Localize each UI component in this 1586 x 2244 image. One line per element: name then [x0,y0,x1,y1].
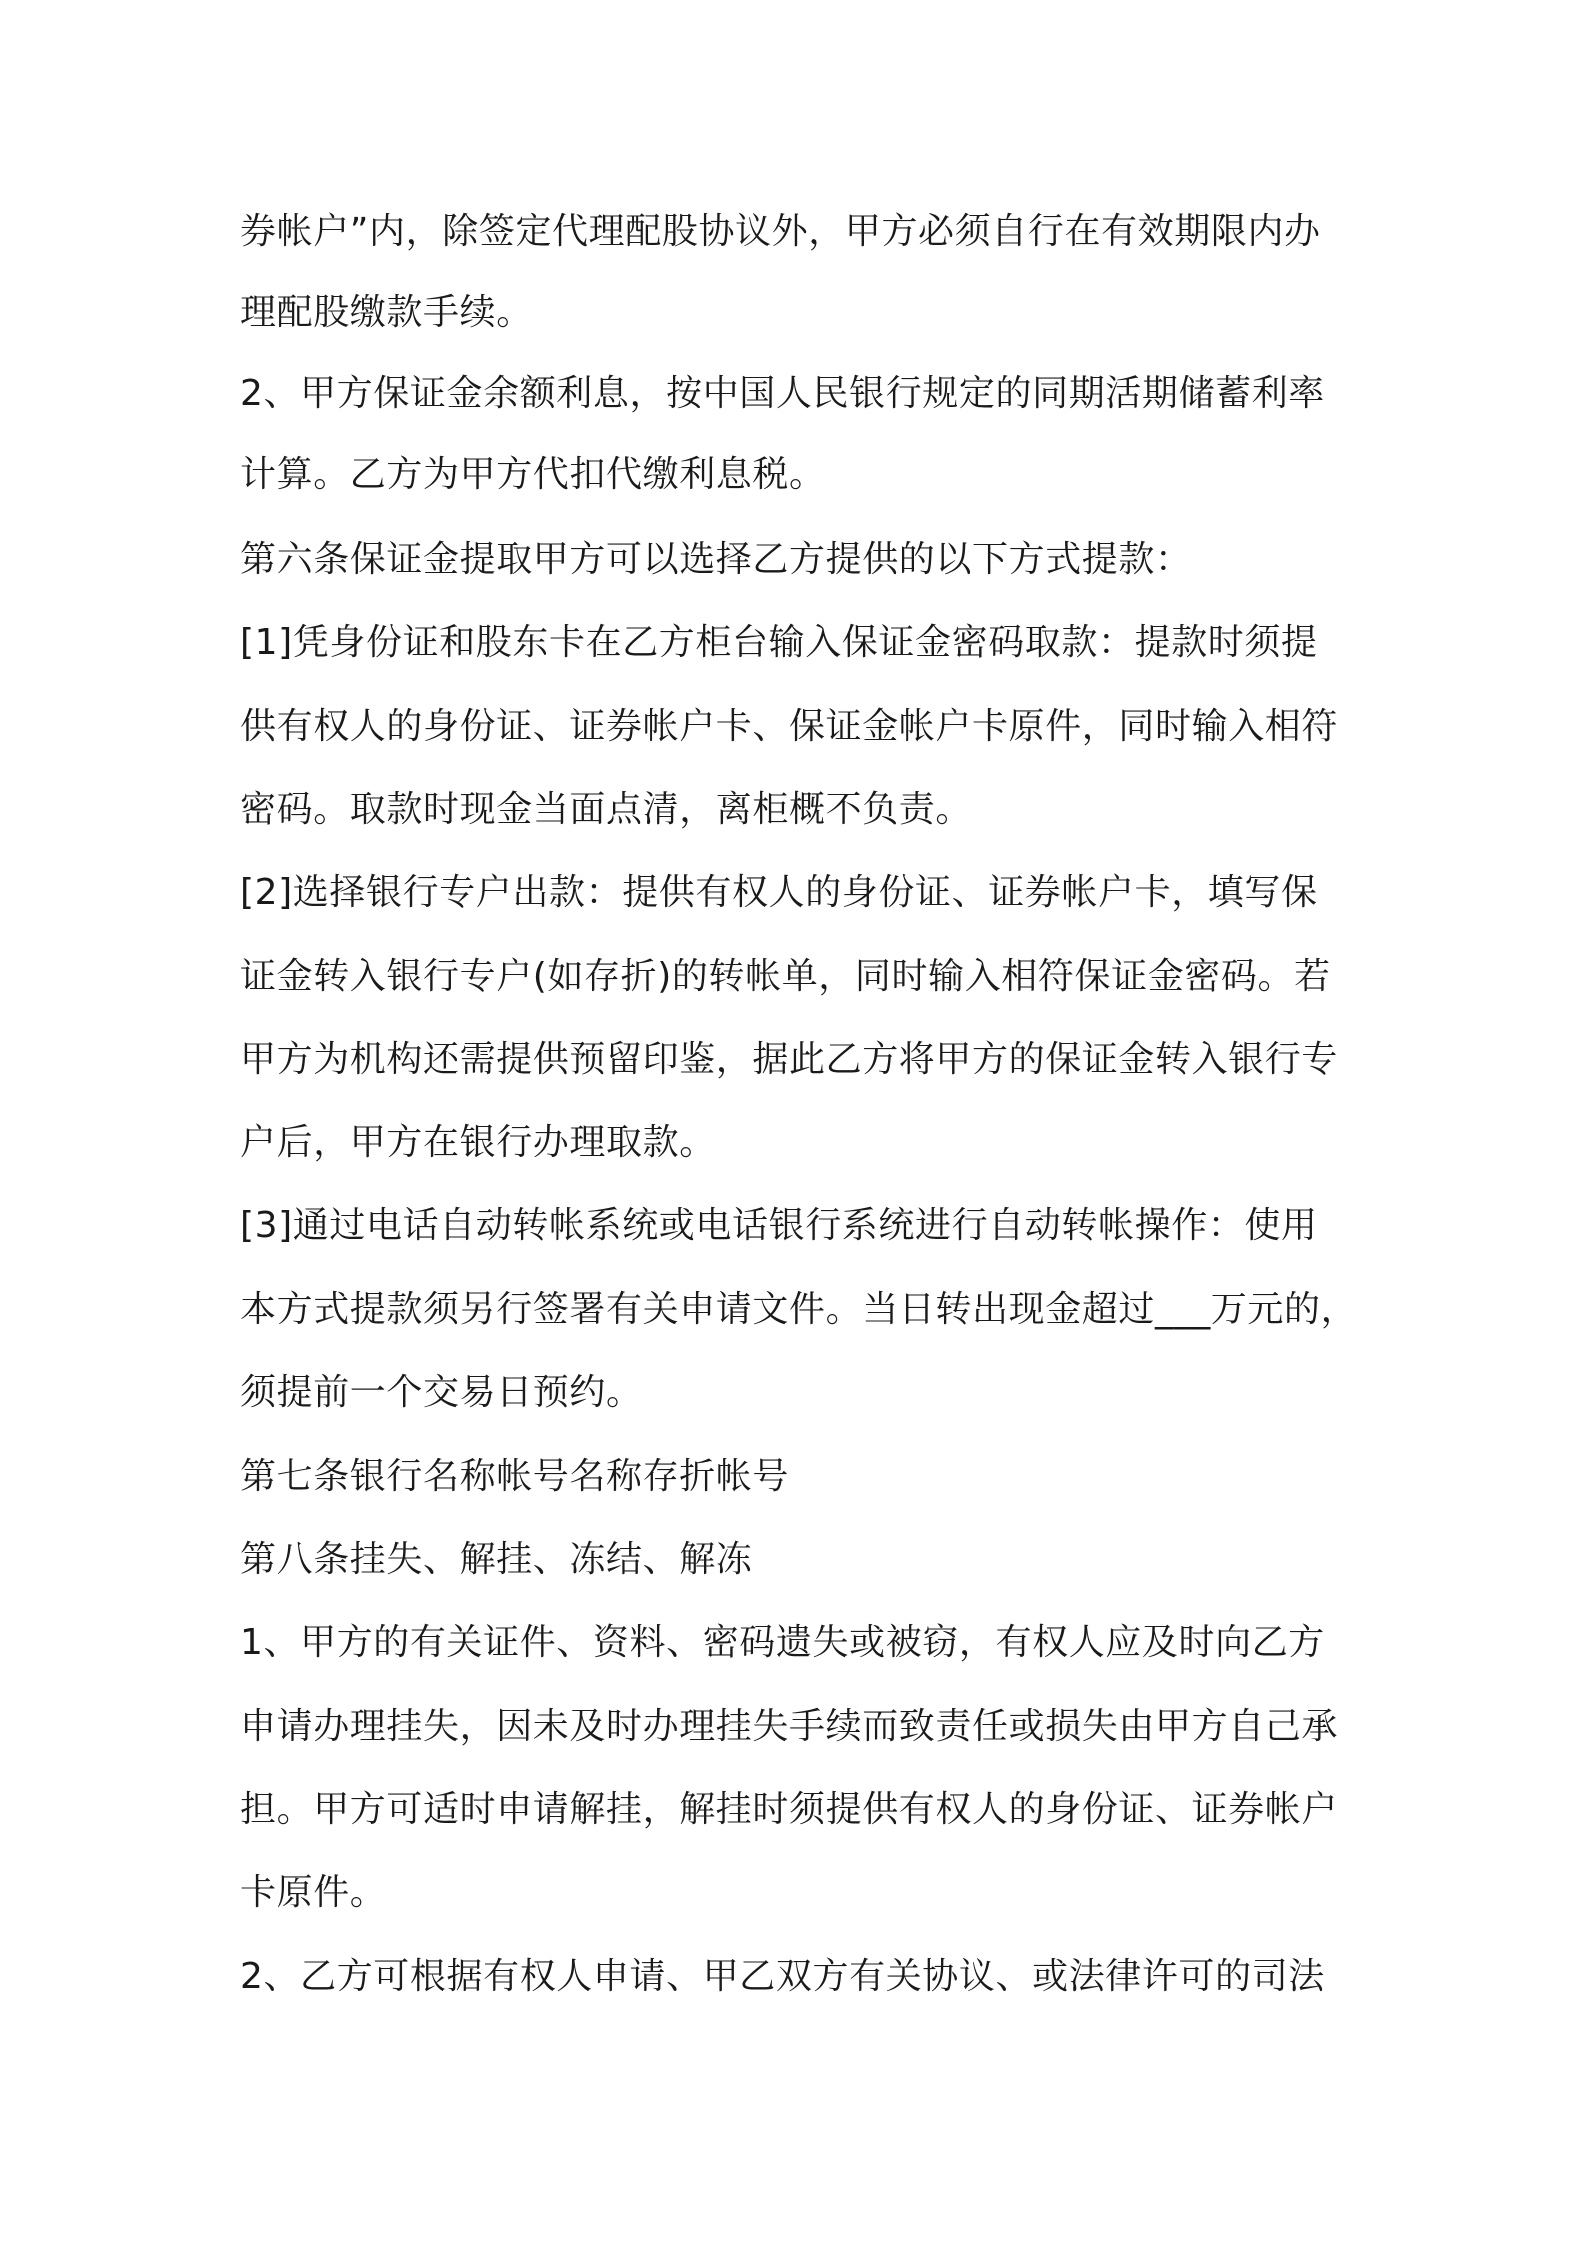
section-heading: 第八条挂失、解挂、冻结、解冻 [240,1539,753,1580]
text-line: 卡原件。 [240,1872,387,1913]
text-line: 担。甲方可适时申请解挂，解挂时须提供有权人的身份证、证券帐户 [240,1789,1339,1830]
text-line: 计算。乙方为甲方代扣代缴利息税。 [240,454,826,495]
text-line: 券帐户”内，除签定代理配股协议外，甲方必须自行在有效期限内办 [240,211,1321,252]
text-line: 甲方为机构还需提供预留印鉴，据此乙方将甲方的保证金转入银行专 [240,1039,1339,1080]
text-line: 本方式提款须另行签署有关申请文件。当日转出现金超过___万元的， [240,1289,1358,1330]
text-line: 证金转入银行专户(如存折)的转帐单，同时输入相符保证金密码。若 [240,956,1331,997]
section-heading: 第七条银行名称帐号名称存折帐号 [240,1456,790,1497]
text-line: 2、甲方保证金余额利息，按中国人民银行规定的同期活期储蓄利率 [240,373,1325,414]
section-heading: 第六条保证金提取甲方可以选择乙方提供的以下方式提款： [240,539,1192,580]
text-line: 户后，甲方在银行办理取款。 [240,1122,716,1163]
text-line: 须提前一个交易日预约。 [240,1372,643,1413]
text-line: 密码。取款时现金当面点清，离柜概不负责。 [240,789,973,830]
text-line: [3]通过电话自动转帐系统或电话银行系统进行自动转帐操作：使用 [240,1205,1318,1246]
text-line: 申请办理挂失，因未及时办理挂失手续而致责任或损失由甲方自己承 [240,1706,1339,1747]
text-line: 2、乙方可根据有权人申请、甲乙双方有关协议、或法律许可的司法 [240,1956,1325,1997]
text-line: [2]选择银行专户出款：提供有权人的身份证、证券帐户卡，填写保 [240,872,1318,913]
text-line: [1]凭身份证和股东卡在乙方柜台输入保证金密码取款：提款时须提 [240,622,1318,663]
text-line: 理配股缴款手续。 [240,292,533,333]
text-line: 供有权人的身份证、证券帐户卡、保证金帐户卡原件，同时输入相符 [240,706,1339,747]
text-line: 1、甲方的有关证件、资料、密码遗失或被窃，有权人应及时向乙方 [240,1622,1325,1663]
